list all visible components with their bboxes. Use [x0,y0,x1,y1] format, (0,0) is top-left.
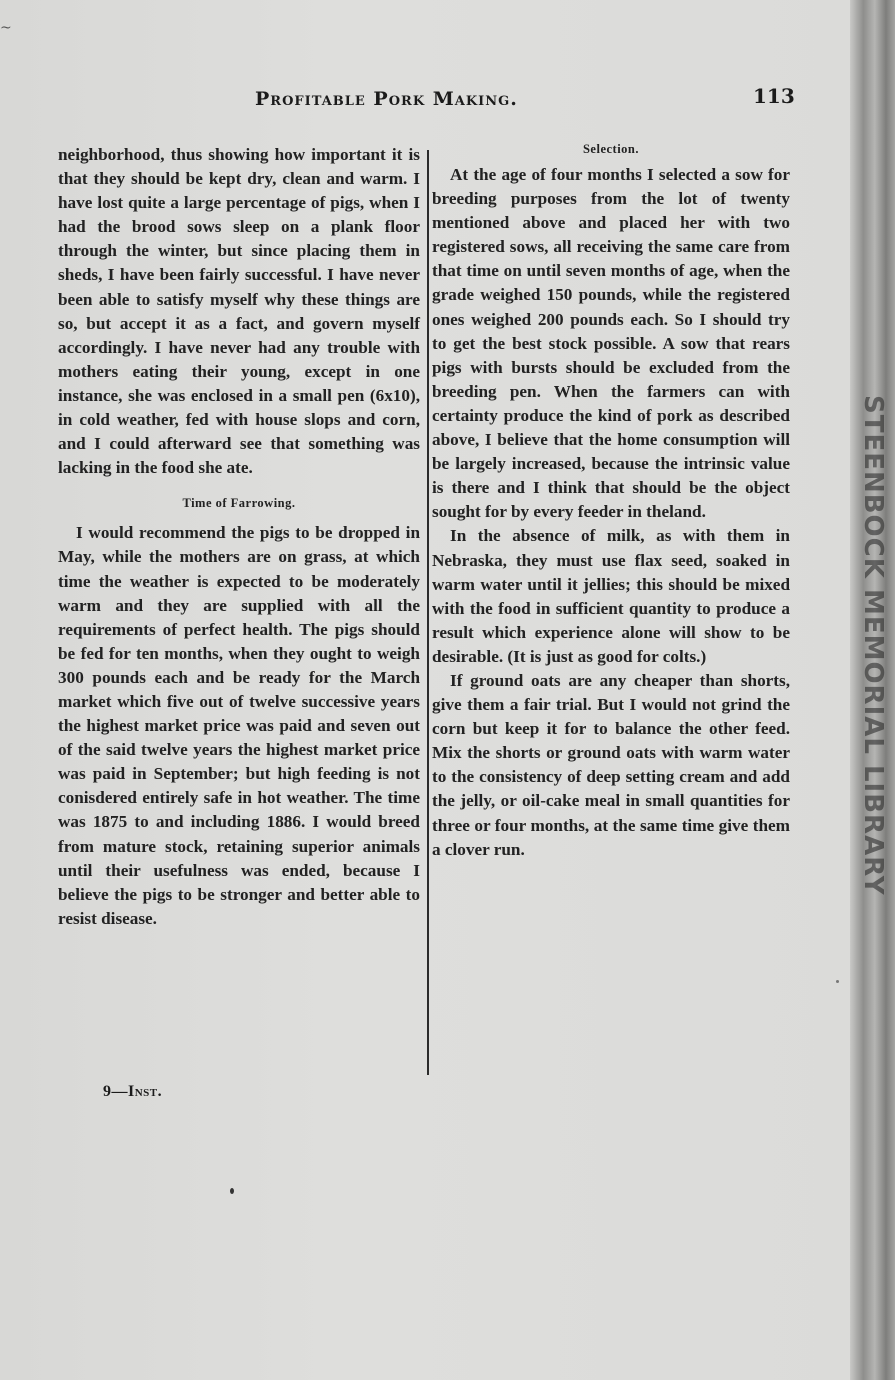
right-paragraph-3: If ground oats are any cheaper than shorts, give them a fair trial. But I would not grind the corn but keep it for to balance the other feed. Mix the shorts or ground oats with warm water to the consistency of deep setting cream and add the jelly, or oil-cake meal in small quantities for three or four months, at the same time give them a clover run. [432,670,790,859]
signature-mark: 9—Inst. [103,1083,163,1100]
left-paragraph-1: neighborhood, thus showing how important it is that they should be kept dry, clean and warm. I have lost quite a large percentage of pigs, when I had the brood sows sleep on a plank floor through the winter, but since placing them in sheds, I have been fairly successful. I have never been able to satisfy myself why these things are so, but accept it as a fact, and govern myself accordingly. I have never had any trouble with mothers eating their young, except in one instance, she was enclosed in a small pen (6x10), in cold weather, fed with house slops and corn, and I could afterward see that something was lacking in the food she ate. [58,145,420,478]
column-divider [427,150,429,1075]
ink-speck [230,1188,234,1194]
page-number: 113 [753,84,795,108]
running-title: Profitable Pork Making. [255,88,518,110]
library-stamp: STEENBOCK MEMORIAL LIBRARY [858,395,888,896]
left-column [58,143,420,931]
right-paragraph-1: At the age of four months I selected a sow for breeding purposes from the lot of twenty mentioned above and placed her with two registered sows, all receiving the same care from that time on until seven months of age, when the grade weighed 150 pounds, while the registered ones weighed 200 pounds each. So I should try to get the best stock possible. A sow that rears pigs with bursts should be excluded from the breeding pen. When the farmers can with certainty produce the kind of pork as described above, I believe that the home consumption will be largely increased, because the intrinsic value is there and I think that should be the object sought for by every feeder in theland. [432,165,790,522]
section-heading-time-of-farrowing: Time of Farrowing. [182,496,296,511]
right-paragraph-2: In the absence of milk, as with them in Nebraska, they must use flax seed, soaked in warm water until it jellies; this should be mixed with the food in sufficient quantity to produce a result which experience alone will show to be desirable. (It is just as good for colts.) [432,526,790,666]
ink-speck [836,980,839,983]
right-column [432,134,790,862]
left-paragraph-2: I would recommend the pigs to be dropped in May, while the mothers are on grass, at which time the weather is expected to be moderately warm and they are supplied with all the requirements of perfect health. The pigs should be fed for ten months, when they ought to weigh 300 pounds each and be ready for the March market which five out of twelve successive years the highest market price was paid and seven out of the said twelve years the highest market price was paid in September; but high feeding is not conisdered entirely safe in hot weather. The time was 1875 to and including 1886. I would breed from mature stock, retaining superior animals until their usefulness was ended, because I believe the pigs to be stronger and better able to resist disease. [58,523,420,928]
section-heading-selection: Selection. [582,142,640,156]
corner-mark: ~ [0,20,12,36]
